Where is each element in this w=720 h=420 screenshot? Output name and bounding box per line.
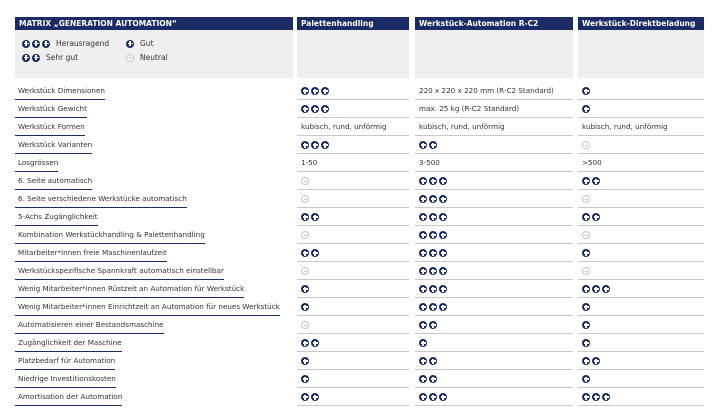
plus-circle-icon: [301, 249, 309, 257]
plus-circle-icon: [582, 357, 590, 365]
rating-cell: [582, 356, 602, 366]
rating-cell: [301, 104, 331, 114]
plus-circle-icon: [592, 285, 600, 293]
plus-circle-icon: [602, 393, 610, 401]
plus-circle-icon: [321, 141, 329, 149]
plus-circle-icon: [592, 357, 600, 365]
plus-circle-icon: [582, 321, 590, 329]
plus-circle-icon: [582, 105, 590, 113]
feature-label: Automatisieren einer Bestandsmaschine: [18, 320, 164, 329]
column-band: [415, 30, 573, 78]
cell-value: 1-50: [301, 158, 318, 167]
plus-circle-icon: [301, 375, 309, 383]
rating-cell: [301, 212, 321, 222]
column-band: [578, 30, 704, 78]
plus-circle-icon: [592, 177, 600, 185]
rating-cell: [419, 230, 449, 240]
plus-circle-icon: [429, 231, 437, 239]
rating-cell: [301, 356, 311, 366]
feature-label: Zugänglichkeit der Maschine: [18, 338, 122, 347]
plus-circle-icon: [429, 357, 437, 365]
neutral-icon: [301, 321, 309, 329]
plus-circle-icon: [429, 393, 437, 401]
rating-cell: [582, 302, 592, 312]
cell-value: 3-500: [419, 158, 440, 167]
feature-label: Niedrige Investitionskosten: [18, 374, 116, 383]
table-row: [0, 352, 720, 370]
plus-circle-icon: [311, 141, 319, 149]
plus-circle-icon: [429, 267, 437, 275]
cell-value: kubisch, rund, unförmig: [419, 122, 505, 131]
rating-cell: [582, 104, 592, 114]
plus-circle-icon: [429, 285, 437, 293]
table-row: [0, 118, 720, 136]
rating-cell: [582, 284, 612, 294]
table-row: [0, 370, 720, 388]
neutral-icon: [582, 195, 590, 203]
feature-label: Amortisation der Automation: [18, 392, 123, 401]
plus-circle-icon: [429, 375, 437, 383]
table-row: [0, 262, 720, 280]
neutral-icon: [582, 141, 590, 149]
plus-circle-icon: [582, 375, 590, 383]
plus-circle-icon: [429, 249, 437, 257]
plus-circle-icon: [311, 339, 319, 347]
row-divider: [415, 405, 573, 406]
plus-circle-icon: [419, 213, 427, 221]
plus-circle-icon: [311, 213, 319, 221]
label-underline: [15, 405, 122, 406]
table-row: [0, 298, 720, 316]
row-divider: [578, 405, 704, 406]
cell-value: max. 25 kg (R-C2 Standard): [419, 104, 520, 113]
cell-value: >500: [582, 158, 602, 167]
plus-circle-icon: [429, 141, 437, 149]
plus-circle-icon: [301, 357, 309, 365]
rating-cell: [582, 392, 612, 402]
plus-circle-icon: [419, 375, 427, 383]
plus-circle-icon: [419, 195, 427, 203]
neutral-icon: [582, 231, 590, 239]
table-row: [0, 82, 720, 100]
neutral-icon: [301, 177, 309, 185]
plus-circle-icon: [419, 303, 427, 311]
plus-circle-icon: [592, 213, 600, 221]
plus-circle-icon: [321, 105, 329, 113]
feature-label: Wenig Mitarbeiter*innen Einrichtzeit an Automation für neues Werkstück: [18, 302, 280, 311]
rating-cell: [582, 266, 592, 276]
rating-cell: [301, 230, 311, 240]
plus-circle-icon: [439, 177, 447, 185]
plus-circle-icon: [301, 285, 309, 293]
plus-circle-icon: [301, 87, 309, 95]
rating-cell: [301, 374, 311, 384]
rating-cell: [582, 338, 592, 348]
legend-label: Neutral: [140, 53, 168, 62]
table-row: [0, 334, 720, 352]
table-row: [0, 136, 720, 154]
plus-circle-icon: [439, 213, 447, 221]
table-row: [0, 154, 720, 172]
rating-cell: [419, 176, 449, 186]
plus-circle-icon: [582, 87, 590, 95]
plus-circle-icon: [582, 285, 590, 293]
feature-label: Werkstückspezifische Spannkraft automatisch einstellbar: [18, 266, 224, 275]
cell-value: kubisch, rund, unförmig: [582, 122, 668, 131]
column-header-palettenhandling: Palettenhandling: [297, 17, 409, 30]
rating-cell: [301, 86, 331, 96]
plus-circle-icon: [311, 393, 319, 401]
rating-cell: [301, 140, 331, 150]
plus-circle-icon: [301, 213, 309, 221]
column-header-direktbeladung: Werkstück-Direktbeladung: [578, 17, 704, 30]
plus-circle-icon: [301, 393, 309, 401]
rating-icons-1: [126, 40, 136, 48]
rating-cell: [582, 374, 592, 384]
feature-label: Werkstück Formen: [18, 122, 85, 131]
plus-circle-icon: [439, 195, 447, 203]
rating-cell: [301, 392, 321, 402]
plus-circle-icon: [419, 231, 427, 239]
table-row: [0, 226, 720, 244]
feature-label: Werkstück Varianten: [18, 140, 93, 149]
table-row: [0, 100, 720, 118]
plus-circle-icon: [602, 285, 610, 293]
plus-circle-icon: [419, 339, 427, 347]
plus-circle-icon: [419, 393, 427, 401]
feature-label: Losgrössen: [18, 158, 59, 167]
rating-cell: [419, 356, 439, 366]
rating-cell: [301, 338, 321, 348]
rating-cell: [419, 212, 449, 222]
rating-cell: [301, 302, 311, 312]
neutral-icon: [582, 267, 590, 275]
plus-circle-icon: [429, 321, 437, 329]
plus-circle-icon: [311, 87, 319, 95]
plus-circle-icon: [429, 303, 437, 311]
legend-neutral: [126, 53, 168, 62]
plus-circle-icon: [301, 303, 309, 311]
plus-circle-icon: [582, 177, 590, 185]
legend-label: Sehr gut: [46, 53, 79, 62]
plus-circle-icon: [439, 231, 447, 239]
plus-circle-icon: [429, 177, 437, 185]
cell-value: 220 x 220 x 220 mm (R-C2 Standard): [419, 86, 554, 95]
legend-label: Gut: [140, 39, 154, 48]
table-row: [0, 388, 720, 406]
plus-circle-icon: [311, 105, 319, 113]
feature-label: Werkstück Gewicht: [18, 104, 87, 113]
plus-circle-icon: [439, 267, 447, 275]
rating-cell: [419, 302, 449, 312]
plus-circle-icon: [321, 87, 329, 95]
feature-label: 5-Achs Zugänglichkeit: [18, 212, 98, 221]
feature-label: Platzbedarf für Automation: [18, 356, 116, 365]
column-header-werkstueck-automation: Werkstück-Automation R-C2: [415, 17, 573, 30]
rating-cell: [419, 392, 449, 402]
plus-circle-icon: [419, 249, 427, 257]
neutral-icon: [301, 195, 309, 203]
plus-circle-icon: [419, 177, 427, 185]
rating-icons-neutral: [126, 54, 136, 62]
rating-cell: [419, 248, 449, 258]
rating-icons-3: [22, 40, 52, 48]
table-row: [0, 190, 720, 208]
rating-cell: [419, 320, 439, 330]
matrix-title: MATRIX „GENERATION AUTOMATION“: [15, 17, 293, 30]
plus-circle-icon: [429, 213, 437, 221]
cell-value: kubisch, rund, unförmig: [301, 122, 387, 131]
plus-circle-icon: [301, 105, 309, 113]
rating-cell: [582, 140, 592, 150]
legend-sehr-gut: [22, 53, 78, 62]
rating-cell: [582, 320, 592, 330]
neutral-icon: [301, 231, 309, 239]
plus-circle-icon: [582, 249, 590, 257]
neutral-icon: [301, 267, 309, 275]
feature-label: 6. Seite verschiedene Werkstücke automatisch: [18, 194, 187, 203]
table-row: [0, 244, 720, 262]
plus-circle-icon: [419, 267, 427, 275]
feature-label: Mitarbeiter*innen freie Maschinenlaufzeit: [18, 248, 167, 257]
plus-circle-icon: [301, 141, 309, 149]
rating-cell: [301, 284, 311, 294]
rating-cell: [419, 194, 449, 204]
feature-label: Kombination Werkstückhandling & Palettenhandling: [18, 230, 205, 239]
plus-circle-icon: [582, 393, 590, 401]
rating-cell: [301, 194, 311, 204]
table-row: [0, 280, 720, 298]
rating-cell: [419, 338, 429, 348]
rating-cell: [301, 320, 311, 330]
rating-icons-2: [22, 54, 42, 62]
rating-cell: [419, 266, 449, 276]
rating-cell: [419, 284, 449, 294]
table-row: [0, 172, 720, 190]
feature-label: Wenig Mitarbeiter*innen Rüstzeit an Automation für Werkstück: [18, 284, 245, 293]
feature-label: Werkstück Dimensionen: [18, 86, 105, 95]
plus-circle-icon: [592, 393, 600, 401]
rating-cell: [419, 374, 439, 384]
plus-circle-icon: [419, 285, 427, 293]
rating-cell: [582, 194, 592, 204]
plus-circle-icon: [439, 393, 447, 401]
plus-circle-icon: [301, 339, 309, 347]
rating-cell: [419, 140, 439, 150]
table-row: [0, 208, 720, 226]
plus-circle-icon: [419, 357, 427, 365]
plus-circle-icon: [419, 141, 427, 149]
plus-circle-icon: [439, 285, 447, 293]
table-row: [0, 316, 720, 334]
plus-circle-icon: [311, 249, 319, 257]
rating-cell: [582, 212, 602, 222]
plus-circle-icon: [582, 303, 590, 311]
rating-cell: [582, 248, 592, 258]
feature-label: 6. Seite automatisch: [18, 176, 93, 185]
rating-cell: [582, 176, 602, 186]
plus-circle-icon: [429, 195, 437, 203]
row-divider: [297, 405, 409, 406]
legend-herausragend: [22, 39, 109, 48]
legend-gut: [126, 39, 154, 48]
rating-cell: [582, 86, 592, 96]
rating-cell: [301, 248, 321, 258]
plus-circle-icon: [582, 339, 590, 347]
rating-cell: [301, 266, 311, 276]
plus-circle-icon: [582, 213, 590, 221]
plus-circle-icon: [419, 321, 427, 329]
legend-label: Herausragend: [56, 39, 110, 48]
rating-cell: [301, 176, 311, 186]
rating-cell: [582, 230, 592, 240]
column-band: [297, 30, 409, 78]
plus-circle-icon: [439, 303, 447, 311]
plus-circle-icon: [439, 249, 447, 257]
